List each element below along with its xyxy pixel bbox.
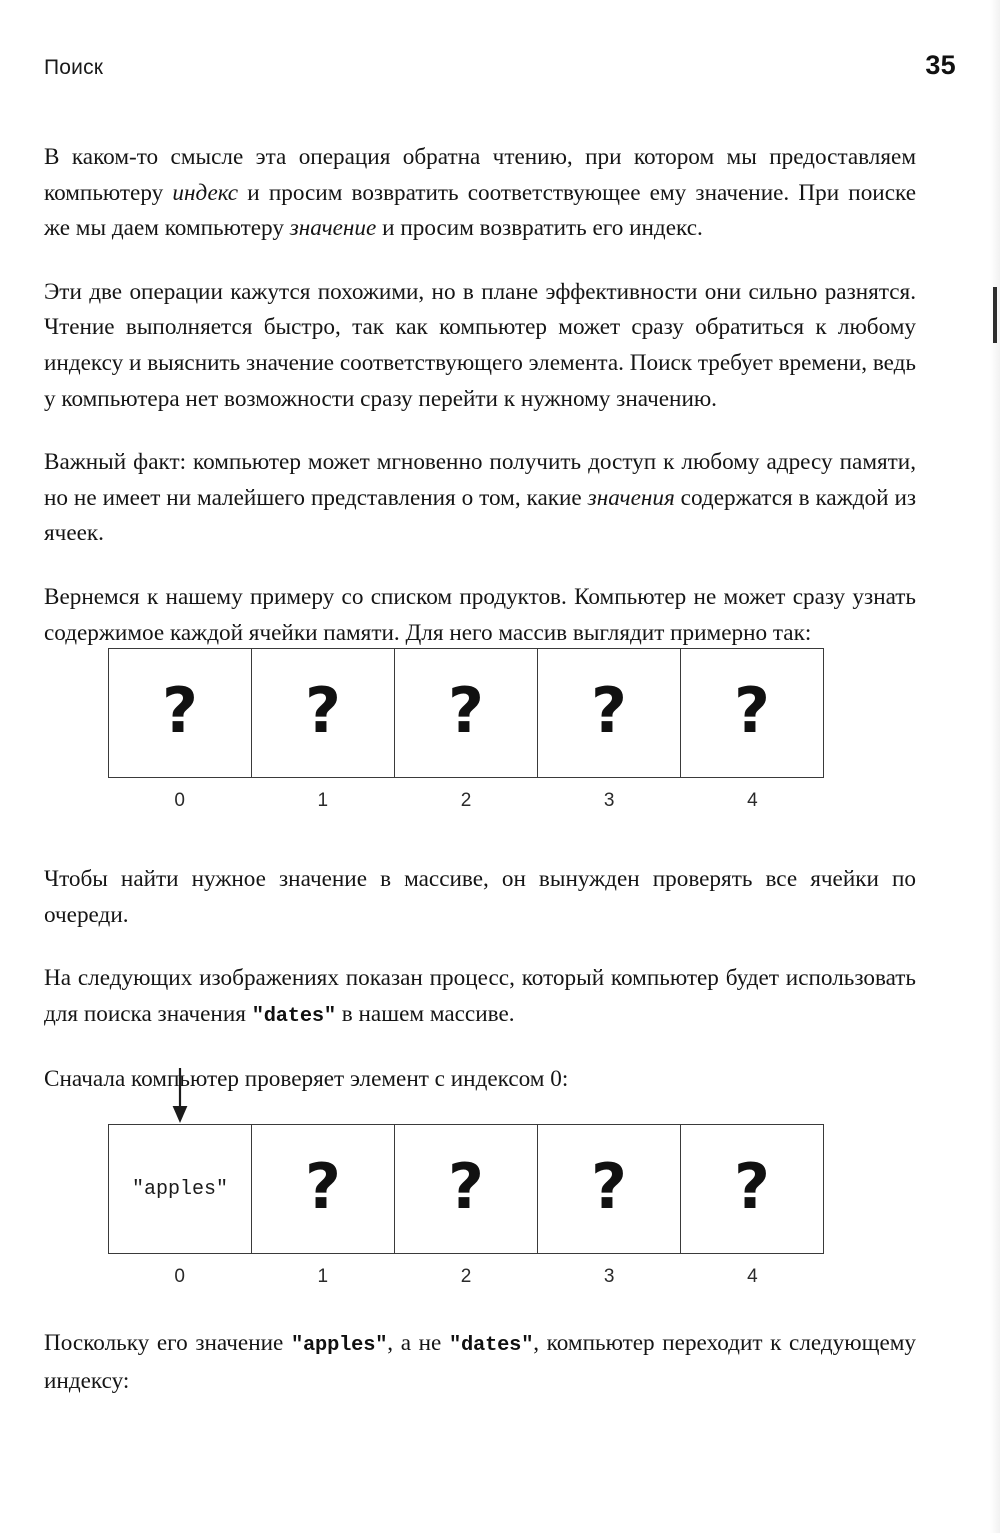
figure-array-index-0 bbox=[108, 1066, 824, 1288]
text-block-middle bbox=[44, 862, 916, 1098]
array-index-label: 0 bbox=[174, 1266, 185, 1287]
question-mark-icon: ? bbox=[734, 674, 770, 747]
array-index-label: 3 bbox=[603, 790, 615, 811]
text-run: и просим возвратить соответствующее ему значение. При поиске же мы даем компьютеру bbox=[44, 179, 916, 242]
running-head bbox=[44, 50, 956, 90]
question-mark-icon: ? bbox=[448, 674, 484, 747]
text-run: и просим возвратить его индекс. bbox=[376, 215, 703, 242]
question-mark-icon: ? bbox=[305, 1150, 341, 1223]
paragraph-8 bbox=[44, 1326, 916, 1399]
text-run: Сначала компьютер проверяет элемент с индексом 0: bbox=[44, 1066, 569, 1093]
question-mark-icon: ? bbox=[448, 1150, 484, 1223]
array-cell bbox=[252, 1125, 395, 1253]
array-index-label: 1 bbox=[317, 790, 329, 811]
paragraph-1 bbox=[44, 140, 916, 247]
text-run: , а не bbox=[387, 1330, 449, 1356]
text-run: Поскольку его значение bbox=[44, 1330, 291, 1356]
array-cell bbox=[395, 649, 538, 777]
text-run: В каком-то смысле эта операция обратна чтению, при котором мы предоставляем компьютеру bbox=[44, 144, 916, 206]
array-cells bbox=[108, 648, 824, 778]
text-block-upper bbox=[44, 140, 916, 651]
text-run: Эти две операции кажутся похожими, но в плане эффективности они сильно разнятся. Чтение выполняется быстро, так как компьютер может сразу обратиться к любому индексу и выяснить значение соответствующего элемента. Поиск требует времени, ведь у компьютера нет возможности сразу перейти к нужному значению. bbox=[44, 278, 916, 412]
array-index-label: 4 bbox=[747, 790, 758, 811]
code-literal: "dates" bbox=[251, 1004, 336, 1028]
array-index-label: 2 bbox=[460, 790, 472, 811]
array-index-labels bbox=[108, 790, 824, 812]
array-index-label: 0 bbox=[174, 790, 185, 811]
array-cell bbox=[681, 649, 823, 777]
text-run: содержатся в каждой из ячеек. bbox=[44, 484, 917, 547]
paragraph-3 bbox=[44, 445, 916, 552]
array-cell bbox=[538, 649, 681, 777]
pointer-lane bbox=[108, 1066, 824, 1124]
emphasis-text: значение bbox=[289, 215, 377, 242]
text-block-lower bbox=[44, 1326, 916, 1399]
emphasis-text: значения bbox=[587, 484, 675, 511]
page-number: 35 bbox=[925, 50, 956, 80]
array-cell bbox=[109, 1125, 252, 1253]
index-pointer-arrow-icon bbox=[168, 1068, 192, 1124]
question-mark-icon: ? bbox=[305, 674, 341, 747]
question-mark-icon: ? bbox=[591, 674, 627, 747]
paragraph-2 bbox=[44, 275, 916, 417]
paragraph-5 bbox=[44, 862, 916, 933]
array-cells bbox=[108, 1124, 824, 1254]
question-mark-icon: ? bbox=[591, 1150, 627, 1223]
emphasis-text: индекс bbox=[172, 179, 239, 206]
code-literal: "apples" bbox=[290, 1334, 388, 1357]
array-index-label: 3 bbox=[603, 1266, 615, 1287]
array-index-label: 4 bbox=[747, 1266, 758, 1287]
chapter-title: Поиск bbox=[44, 56, 104, 79]
array-cell bbox=[252, 649, 395, 777]
text-run: , компьютер переходит к следующему индексу: bbox=[44, 1330, 917, 1394]
text-run: На следующих изображениях показан процесс, который компьютер будет использовать для поиска значения bbox=[44, 965, 916, 1027]
page-edge-shading bbox=[990, 0, 1000, 1533]
array-index-label: 1 bbox=[317, 1266, 329, 1287]
text-run: Вернемся к нашему примеру со списком продуктов. Компьютер не может сразу узнать содержимое каждой ячейки памяти. Для него массив выглядит примерно так: bbox=[44, 583, 916, 646]
array-cell bbox=[538, 1125, 681, 1253]
paragraph-6 bbox=[44, 961, 916, 1034]
scan-edge-artifact bbox=[993, 287, 997, 343]
array-index-labels bbox=[108, 1266, 824, 1288]
code-literal: "dates" bbox=[448, 1334, 534, 1357]
array-cell-value: "apples" bbox=[131, 1177, 228, 1201]
question-mark-icon: ? bbox=[162, 674, 198, 747]
array-index-label: 2 bbox=[460, 1266, 472, 1287]
text-run: в нашем массиве. bbox=[335, 1000, 515, 1027]
question-mark-icon: ? bbox=[734, 1150, 770, 1223]
paragraph-4 bbox=[44, 580, 916, 651]
figure-array-unknown bbox=[108, 648, 824, 812]
array-cell bbox=[395, 1125, 538, 1253]
text-run: Важный факт: компьютер может мгновенно получить доступ к любому адресу памяти, но не имеет ни малейшего представления о том, какие bbox=[44, 449, 916, 511]
array-cell bbox=[109, 649, 252, 777]
array-cell bbox=[681, 1125, 823, 1253]
text-run: Чтобы найти нужное значение в массиве, он вынужден проверять все ячейки по очереди. bbox=[44, 866, 916, 928]
